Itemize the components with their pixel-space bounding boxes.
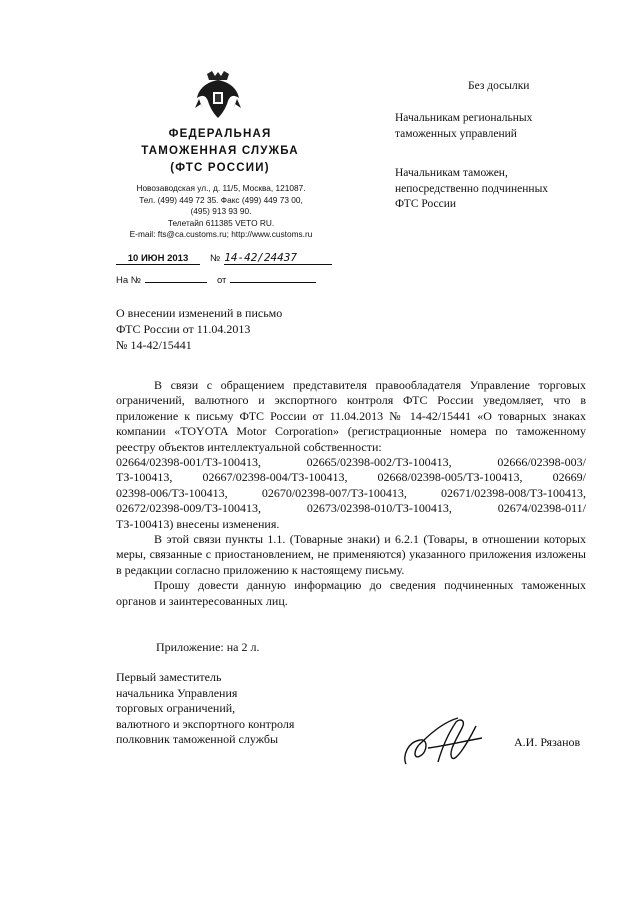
signatory-name: А.И. Рязанов <box>514 735 581 749</box>
subject-line: № 14-42/15441 <box>116 338 192 352</box>
registration-code: 02669/ <box>552 470 586 485</box>
position-line: начальника Управления <box>116 685 238 700</box>
recipient-line: Начальникам таможен, <box>395 167 508 179</box>
no-dispatch-note: Без досылки <box>468 80 530 92</box>
reference-label: На № <box>116 275 141 286</box>
position-line: валютного и экспортного контроля <box>116 716 295 731</box>
body-paragraph-3: Прошу довести данную информацию до сведения подчиненных таможенных органов и заинтересованных лиц. <box>116 578 586 608</box>
subject-line: О внесении изменений в письмо <box>116 306 283 320</box>
position-line: Первый заместитель <box>116 670 222 684</box>
registration-code: ТЗ-100413, <box>116 470 173 485</box>
registration-code: 02670/02398-007/ТЗ-100413, <box>261 485 407 500</box>
position-line: торговых ограничений, <box>116 701 236 715</box>
reference-from-label: от <box>216 275 227 286</box>
registration-code: 02664/02398-001/ТЗ-100413, <box>116 455 262 470</box>
registration-code: 02667/02398-004/ТЗ-100413, <box>202 470 348 485</box>
handwritten-signature <box>398 712 488 772</box>
recipient-block-2 <box>395 166 548 213</box>
address-line: (495) 913 93 90. <box>190 206 252 216</box>
letter-body <box>116 378 586 609</box>
subject-line: ФТС России от 11.04.2013 <box>116 322 251 336</box>
registration-code: 02665/02398-002/ТЗ-100413, <box>306 455 452 470</box>
address-line: E-mail: fts@ca.customs.ru; http://www.customs.ru <box>129 229 313 239</box>
address-line: Тел. (499) 449 72 35. Факс (499) 449 73 00, <box>139 194 303 205</box>
code-row <box>116 470 586 485</box>
signatory-position <box>116 670 294 748</box>
body-paragraph-1-end: ТЗ-100413) внесены изменения. <box>116 516 280 531</box>
reference-number-blank <box>145 272 207 283</box>
position-line: полковник таможенной службы <box>116 732 279 746</box>
attachment-note: Приложение: на 2 л. <box>156 640 260 654</box>
registration-code: 02674/02398-011/ <box>497 501 586 516</box>
address-line: Телетайп 611385 VETO RU. <box>167 217 275 228</box>
registration-code: 02666/02398-003/ <box>497 455 586 470</box>
letter-date: 10 ИЮН 2013 <box>116 253 200 265</box>
letter-number: 14-42/24437 <box>224 251 332 265</box>
code-row <box>116 486 586 501</box>
recipient-block-1 <box>395 111 532 142</box>
registration-code: 02398-006/ТЗ-100413, <box>116 485 228 500</box>
code-row <box>116 501 586 516</box>
reference-date-blank <box>230 272 316 283</box>
org-name-line3: (ФТС РОССИИ) <box>170 162 270 174</box>
registration-code: 02668/02398-005/ТЗ-100413, <box>377 470 523 485</box>
org-name-line1: ФЕДЕРАЛЬНАЯ <box>168 128 272 140</box>
recipient-line: ФТС России <box>395 198 457 210</box>
recipient-line: Начальникам региональных <box>395 112 533 124</box>
body-paragraph-2: В этой связи пункты 1.1. (Товарные знаки) и 6.2.1 (Товары, в отношении которых меры, связанные с приостановлением, не применяются) указанного приложения изложены в редакции согласно приложению к настоящему письму. <box>116 532 586 577</box>
org-address <box>105 183 337 241</box>
body-paragraph-1: В связи с обращением представителя правообладателя Управление торговых ограничений, валютного и экспортного контроля ФТС России уведомляет, что в приложение к письму ФТС России от 11.04.2013 № 14-42/15441 «О товарных знаках компании «TOYOTA Motor Corporation» (регистрационные номера по таможенному реестру объектов интеллектуальной собственности: <box>116 378 586 454</box>
letter-subject <box>116 305 282 353</box>
address-line: Новозаводская ул., д. 11/5, Москва, 121087. <box>136 183 306 193</box>
coat-of-arms-icon <box>193 68 243 122</box>
registration-line <box>116 248 336 266</box>
recipient-line: таможенных управлений <box>395 127 517 140</box>
code-row <box>116 455 586 470</box>
reference-line <box>116 270 336 288</box>
registration-code: 02673/02398-010/ТЗ-100413, <box>306 501 452 516</box>
org-name-line2: ТАМОЖЕННАЯ СЛУЖБА <box>141 145 299 157</box>
registration-code: 02671/02398-008/ТЗ-100413, <box>440 485 586 500</box>
number-label: № <box>210 253 221 264</box>
registration-code: 02672/02398-009/ТЗ-100413, <box>116 501 262 516</box>
recipient-line: непосредственно подчиненных <box>395 182 549 195</box>
